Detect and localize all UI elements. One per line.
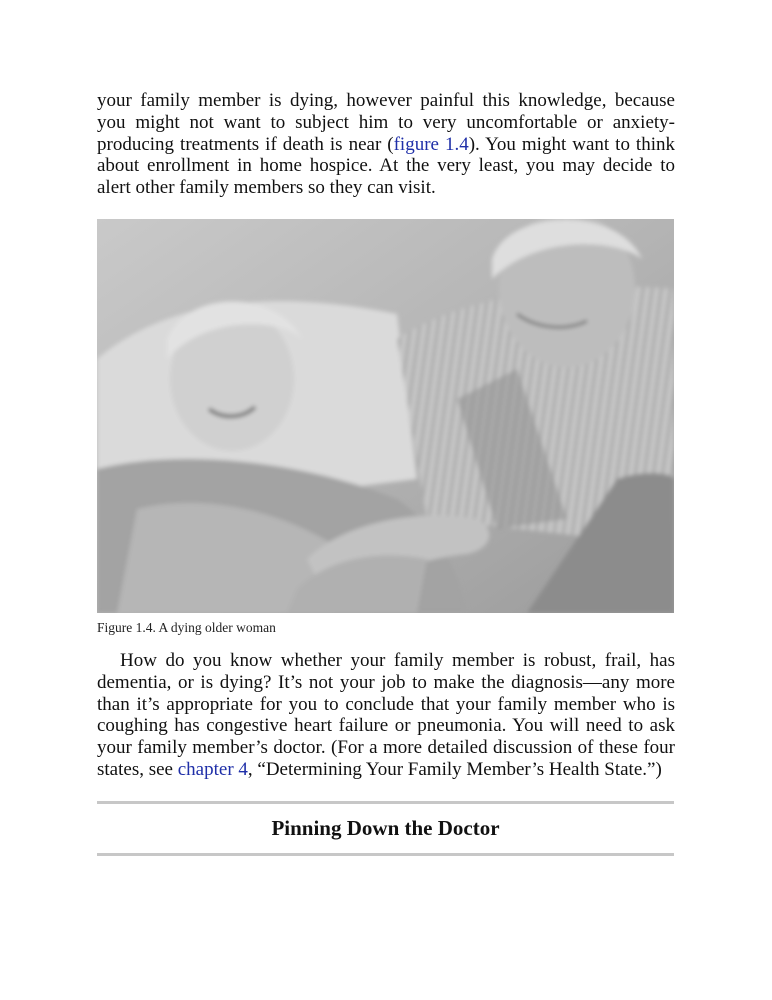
figure-caption: Figure 1.4. A dying older woman (97, 620, 276, 635)
body-paragraph-1 (97, 90, 675, 199)
paragraph-2-text-end: , “Determining Your Family Member’s Health State.”) (247, 758, 662, 780)
paragraph-2-text-start: How do you know whether your family member is robust, frail, has dementia, or is dying? It’s not your job to make the diagnosis—any more than it’s appropriate for you to conclude that your family member who is coughing has congestive heart failure or pneumonia. You will need to ask your family member’s doctor. (For a more detailed discussion of these four states, see (97, 650, 675, 780)
section-rule-bottom (97, 853, 674, 856)
figure-photo (97, 219, 674, 613)
paragraph-1-text-end: ). You might want to think about enrollment in home hospice. At the very least, you may decide to alert other family members so they can visit. (97, 133, 675, 199)
figure-1-4-link[interactable]: figure 1.4 (393, 133, 469, 155)
paragraph-1-text-start: your family member is dying, however painful this knowledge, because you might not want to subject him to very uncomfortable or anxiety-producing treatments if death is near ( (97, 90, 675, 155)
section-rule-top (97, 801, 674, 804)
chapter-4-link[interactable]: chapter 4 (177, 758, 248, 780)
section-heading: Pinning Down the Doctor (271, 816, 500, 840)
photo-elderly-couple (97, 219, 674, 613)
body-paragraph-2 (97, 650, 675, 781)
